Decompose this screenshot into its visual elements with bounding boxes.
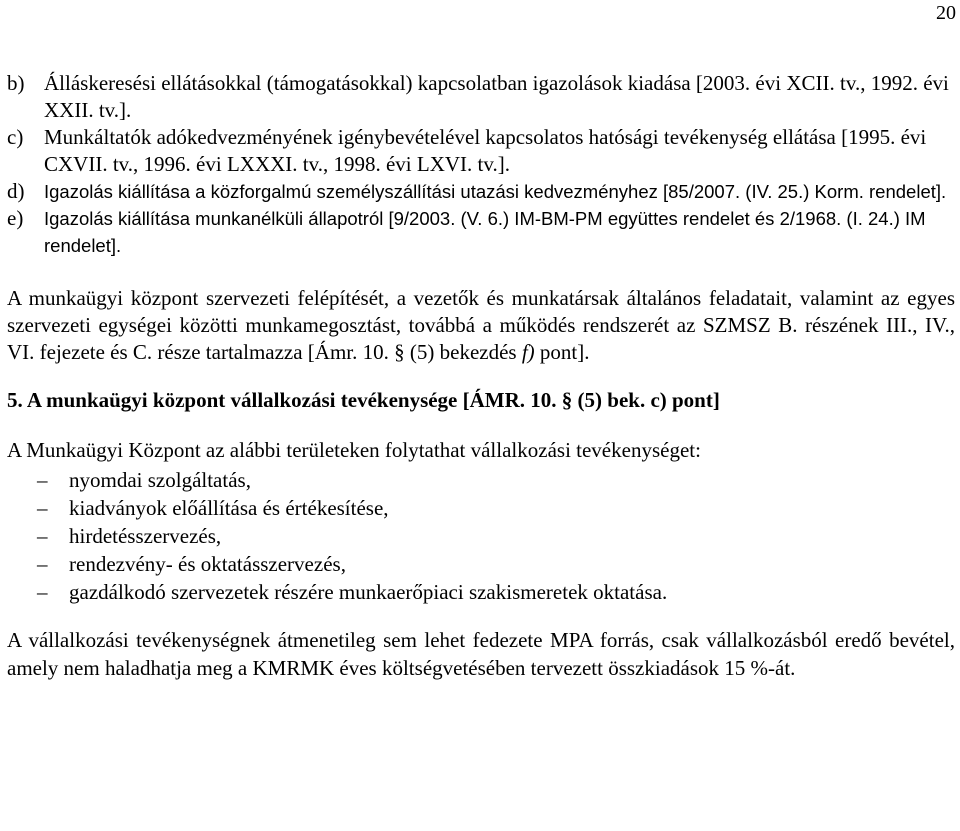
list-item: [7, 578, 955, 606]
activity-list: [7, 466, 955, 606]
dash-bullet: –: [37, 580, 48, 604]
list-item-label: c): [7, 125, 24, 149]
list-item: [7, 466, 955, 494]
list-item-c: [7, 124, 955, 178]
list-item: [7, 522, 955, 550]
list-item: [7, 494, 955, 522]
dash-bullet: –: [37, 552, 48, 576]
organization-paragraph: [7, 285, 955, 366]
page-number: 20: [936, 2, 956, 24]
list-item-label: d): [7, 179, 25, 203]
list-item-text: Igazolás kiállítása a közforgalmú személyszállítási utazási kedvezményhez [85/2007. (IV. 25.) Korm. rendelet].: [44, 181, 947, 202]
activity-text: nyomdai szolgáltatás,: [69, 468, 251, 492]
list-item-b: [7, 70, 955, 124]
list-item-d: [7, 178, 955, 205]
activity-text: hirdetésszervezés,: [69, 524, 222, 548]
list-item: [7, 550, 955, 578]
paragraph-text: A munkaügyi központ szervezeti felépítését, a vezetők és munkatársak általános feladatait, valamint az egyes szervezeti egységei közötti munkamegosztást, továbbá a működés rendszerét az SZMSZ B. részének III., IV., VI. fejezete és C. része tartalmazza [Ámr. 10. § (5) bekezdés: [7, 286, 955, 364]
dash-bullet: –: [37, 524, 48, 548]
activity-text: rendezvény- és oktatásszervezés,: [69, 552, 346, 576]
list-item-label: e): [7, 206, 24, 230]
list-item-e: [7, 205, 955, 259]
paragraph-italic-ref: f): [521, 340, 535, 364]
dash-bullet: –: [37, 468, 48, 492]
intro-text: A Munkaügyi Központ az alábbi területeken folytathat vállalkozási tevékenységet:: [7, 438, 701, 462]
list-item-text: Munkáltatók adókedvezményének igénybevételével kapcsolatos hatósági tevékenység ellátása [1995. évi CXVII. tv., 1996. évi LXXXI. tv., 1998. évi LXVI. tv.].: [44, 125, 927, 176]
activity-text: gazdálkodó szervezetek részére munkaerőpiaci szakismeretek oktatása.: [69, 580, 668, 604]
document-body: [7, 70, 955, 682]
activity-text: kiadványok előállítása és értékesítése,: [69, 496, 389, 520]
section-heading: 5. A munkaügyi központ vállalkozási tevékenysége [ÁMR. 10. § (5) bek. c) pont]: [7, 388, 720, 412]
list-item-label: b): [7, 71, 25, 95]
dash-bullet: –: [37, 496, 48, 520]
closing-paragraph: A vállalkozási tevékenységnek átmenetileg sem lehet fedezete MPA forrás, csak vállalkozásból eredő bevétel, amely nem haladhatja meg a KMRMK éves költségvetésében tervezett összkiadások 15 %-át.: [7, 628, 955, 680]
list-item-text: Igazolás kiállítása munkanélküli állapotról [9/2003. (V. 6.) IM-BM-PM együttes rendelet és 2/1968. (I. 24.) IM rendelet].: [44, 208, 926, 256]
list-item-text: Álláskeresési ellátásokkal (támogatásokkal) kapcsolatban igazolások kiadása [2003. évi XCII. tv., 1992. évi XXII. tv.].: [44, 71, 949, 122]
paragraph-text-end: pont].: [534, 340, 590, 364]
